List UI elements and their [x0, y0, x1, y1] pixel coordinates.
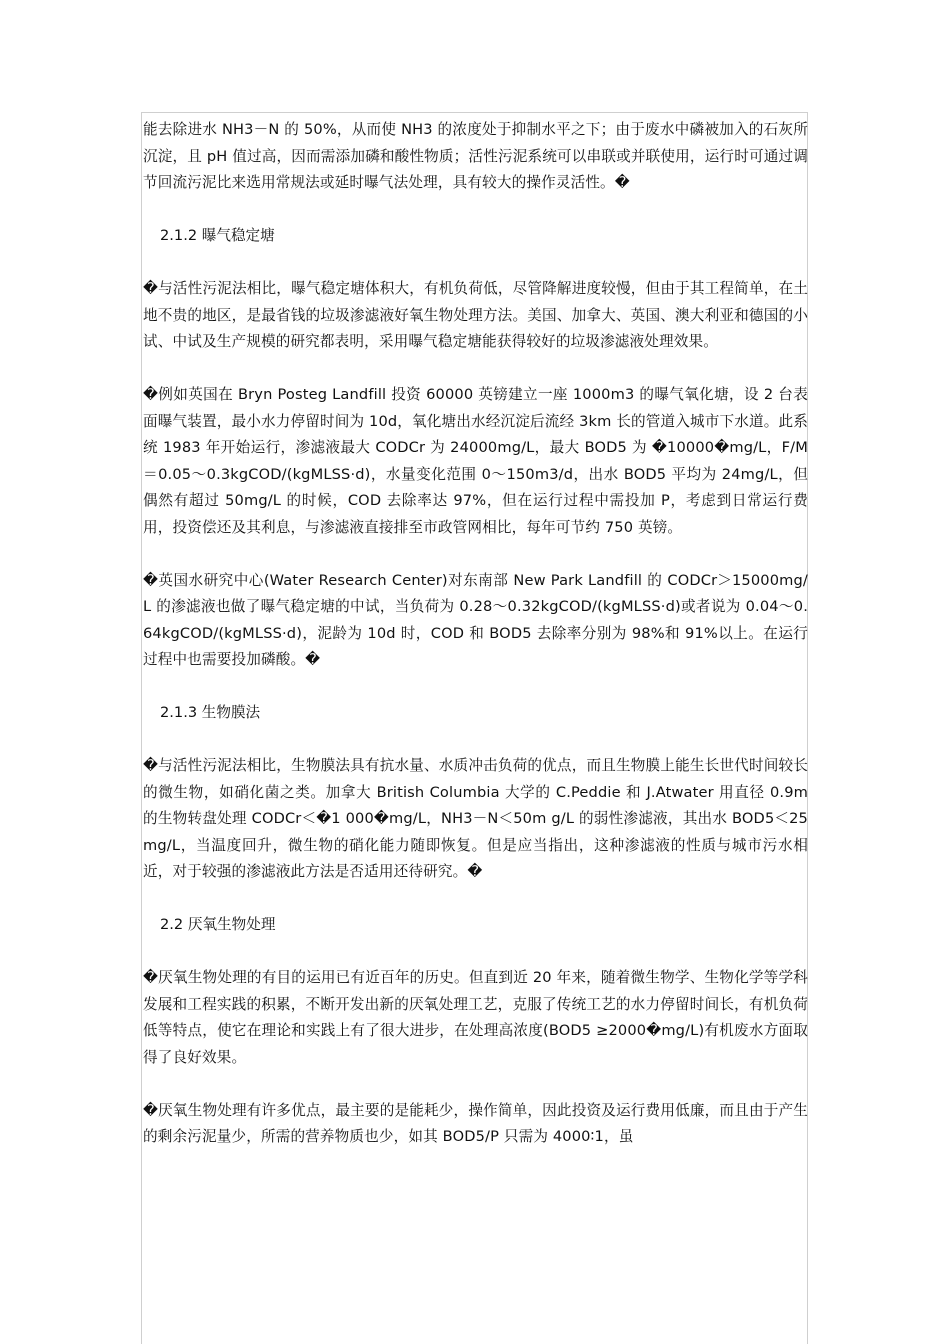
spacer	[143, 674, 808, 701]
spacer	[143, 250, 808, 277]
section-heading-2-1-2: 2.1.2 曝气稳定塘	[160, 227, 275, 244]
spacer	[143, 356, 808, 383]
paragraph-anaerobic-history: �厌氧生物处理的有目的运用已有近百年的历史。但直到近 20 年来，随着微生物学、生物化学等学科发展和工程实践的积累，不断开发出新的厌氧处理工艺，克服了传统工艺的水力停留时间长，有机负荷低等特点，使它在理论和实践上有了很大进步，在处理高浓度(BOD5 ≥2000�mg/L)有机废水方面取得了良好效果。	[143, 969, 808, 1066]
document-body	[143, 117, 808, 1151]
spacer	[143, 1071, 808, 1098]
spacer	[143, 727, 808, 754]
section-heading-2-2: 2.2 厌氧生物处理	[160, 916, 276, 933]
spacer	[143, 939, 808, 966]
paragraph-activated-sludge-tail: 能去除进水 NH3－N 的 50%，从而使 NH3 的浓度处于抑制水平之下；由于废水中磷被加入的石灰所沉淀，且 pH 值过高，因而需添加磷和酸性物质；活性污泥系统可以串联或并联使用，运行时可通过调节回流污泥比来选用常规法或延时曝气法处理，具有较大的操作灵活性。�	[143, 121, 808, 191]
spacer	[143, 197, 808, 224]
paragraph-biofilm-method: �与活性污泥法相比，生物膜法具有抗水量、水质冲击负荷的优点，而且生物膜上能生长世代时间较长的微生物，如硝化菌之类。加拿大 British Columbia 大学的 C.Peddie 和 J.Atwater 用直径 0.9m 的生物转盘处理 CODCr＜�1 000�mg/L，NH3－N＜50m g/L 的弱性渗滤液，其出水 BOD5＜25mg/L，当温度回升，微生物的硝化能力随即恢复。但是应当指出，这种渗滤液的性质与城市污水相近，对于较强的渗滤液此方法是否适用还待研究。�	[143, 757, 808, 880]
paragraph-water-research-center: �英国水研究中心(Water Research Center)对东南部 New Park Landfill 的 CODCr＞15000mg/L 的渗滤液也做了曝气稳定塘的中试，当负荷为 0.28～0.32kgCOD/(kgMLSS·d)或者说为 0.04～0.64kgCOD/(kgMLSS·d)，泥龄为 10d 时，COD 和 BOD5 去除率分别为 98%和 91%以上。在运行过程中也需要投加磷酸。�	[143, 571, 808, 668]
spacer	[143, 886, 808, 913]
paragraph-aerated-pond-intro: �与活性污泥法相比，曝气稳定塘体积大，有机负荷低，尽管降解进度较慢，但由于其工程简单，在土地不贵的地区，是最省钱的垃圾渗滤液好氧生物处理方法。美国、加拿大、英国、澳大利亚和德国的小试、中试及生产规模的研究都表明，采用曝气稳定塘能获得较好的垃圾渗滤液处理效果。	[143, 280, 808, 350]
spacer	[143, 541, 808, 568]
paragraph-anaerobic-advantages: �厌氧生物处理有许多优点，最主要的是能耗少，操作简单，因此投资及运行费用低廉，而且由于产生的剩余污泥量少，所需的营养物质也少，如其 BOD5/P 只需为 4000∶1，虽	[143, 1101, 808, 1145]
paragraph-bryn-posteg-example: �例如英国在 Bryn Posteg Landfill 投资 60000 英镑建立一座 1000m3 的曝气氧化塘，设 2 台表面曝气装置，最小水力停留时间为 10d，氧化塘出水经沉淀后流经 3km 长的管道入城市下水道。此系统 1983 年开始运行，渗滤液最大 CODCr 为 24000mg/L，最大 BOD5 为 �10000�mg/L，F/M＝0.05～0.3kgCOD/(kgMLSS·d)，水量变化范围 0～150m3/d，出水 BOD5 平均为 24mg/L，但偶然有超过 50mg/L 的时候，COD 去除率达 97%，但在运行过程中需投加 P，考虑到日常运行费用，投资偿还及其利息，与渗滤液直接排至市政管网相比，每年可节约 750 英镑。	[143, 386, 808, 536]
section-heading-2-1-3: 2.1.3 生物膜法	[160, 704, 261, 721]
